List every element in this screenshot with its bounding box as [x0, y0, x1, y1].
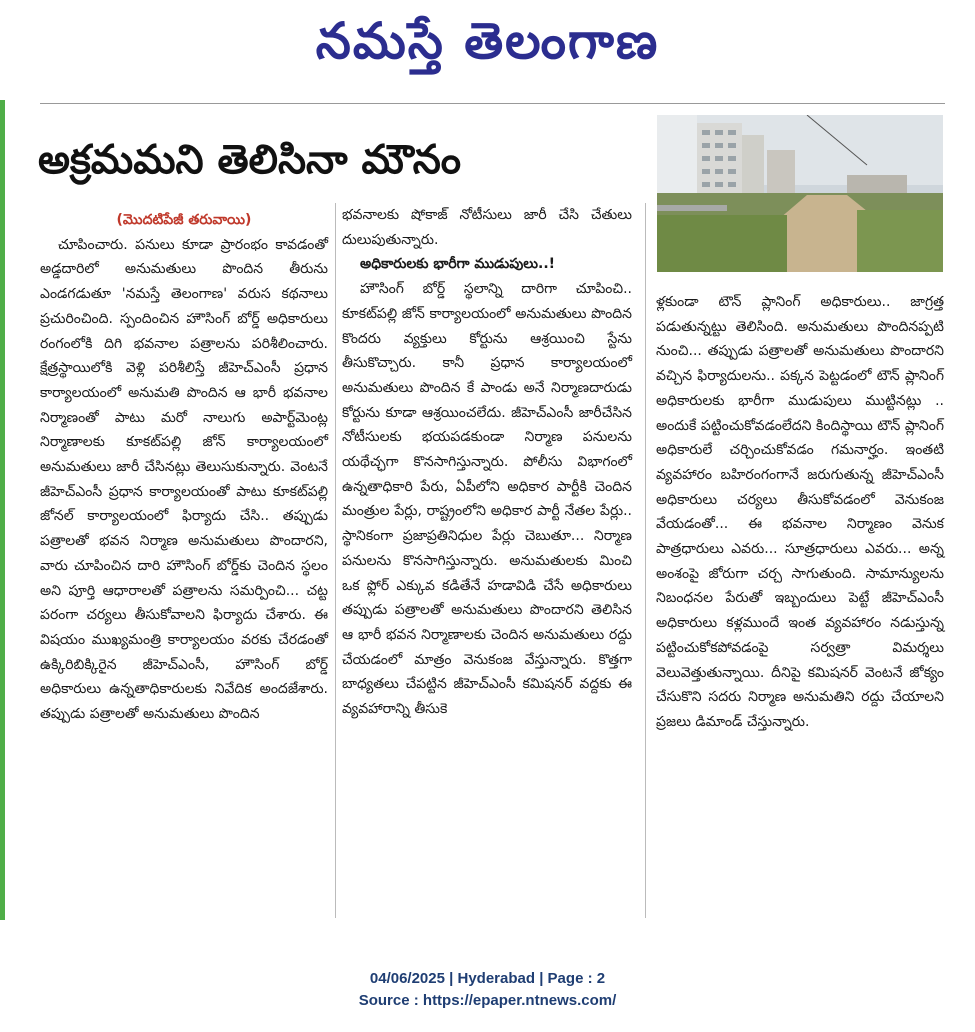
left-accent-rule — [0, 100, 5, 920]
construction-site-photo — [657, 115, 943, 272]
article-column-3 — [656, 290, 944, 920]
page-footer — [0, 968, 975, 1012]
column-3-text: ళ్లకుండా టౌన్ ప్లానింగ్ అధికారులు.. జాగ్రత్త పడుతున్నట్టు తెలిసింది. అనుమతులు పొందినప్పటి నుంచి... తప్పుడు పత్రాలతో అనుమతులు పొందారని వచ్చిన ఫిర్యాదులను.. పక్కన పెట్టడంలో టౌన్ ప్లానింగ్ అధికారులకు భారీగా ముడుపులు ముట్టినట్లు .. అందుకే పట్టించుకోవడంలేదని కిందిస్థాయి టౌన్ ప్లానింగ్ అధికారులే చర్చించుకోవడం గమనార్హం. ఇంతటి వ్యవహారం బహిరంగంగానే జరుగుతున్న జీహెచ్ఎంసీ అధికారులు చర్యలు తీసుకోవడంలో వెనుకంజ వేయడంతో... ఈ భవనాల నిర్మాణం వెనుక పాత్రధారులు ఎవరు... సూత్రధారులు ఎవరు... అన్న అంశంపై జోరుగా చర్చ సాగుతుంది. సామాన్యులను నిబంధనల పేరుతో ఇబ్బందులు పెట్టే జీహెచ్ఎంసీ అధికారులు కళ్లముందే ఇంత వ్యవహారం నడుస్తున్న పట్టించుకోకపోవడంపై సర్వత్రా విమర్శలు వెలువెత్తుతున్నాయి. దీనిపై కమిషనర్ వెంటనే జోక్యం చేసుకొని సదరు నిర్మాణ అనుమతిని రద్దు చేయాలని ప్రజలు డిమాండ్ చేస్తున్నారు. — [656, 294, 944, 730]
column-divider-2 — [645, 203, 646, 918]
column-2-text: హౌసింగ్ బోర్డ్ స్థలాన్ని దారిగా చూపించి.. కూకట్‌పల్లి జోన్ కార్యాలయంలో అనుమతులు పొందిన కొందరు వ్యక్తులు కోర్టును ఆశ్రయించి స్టేను తీసుకొచ్చారు. కానీ ప్రధాన కార్యాలయంలో అనుమతులు పొందిన కే పాండు అనే నిర్మాణదారుడు కోర్టును కూడా ఆశ్రయించలేదు. జీహెచ్ఎంసీ జారీచేసిన నోటీసులకు భయపడకుండా నిర్మాణ పనులను యథేచ్ఛగా కొనసాగిస్తున్నారు. పోలీసు విభాగంలో ఉన్నతాధికారి పేరు, ఏపీలోని అధికార పార్టీకి చెందిన మంత్రుల పేర్లు, రాష్ట్రంలోని అధికార పార్టీ నేతల పేర్లు.. స్థానికంగా ప్రజాప్రతినిధుల పేర్లు చెబుతూ... నిర్మాణ పనులను కొనసాగిస్తున్నారు. అనుమతులకు మించి ఒక ఫ్లోర్ ఎక్కువ కడితేనే హడావిడి చేసే అధికారులు తప్పుడు పత్రాలతో అనుమతులు పొందారని తెలిసిన ఆ భారీ భవన నిర్మాణాలకు చెందిన అనుమతులు రద్దు చేయడంలో మాత్రం వెనుకంజ వేస్తున్నారు. కొత్తగా బాధ్యతలు చేపట్టిన జీహెచ్ఎంసీ కమిషనర్ వద్దకు ఈ వ్యవహారాన్ని తీసుకె — [342, 281, 632, 718]
newspaper-masthead: నమస్తే తెలంగాణ — [315, 12, 660, 70]
article-photo — [657, 115, 943, 272]
column-divider-1 — [335, 203, 336, 918]
edition-info: 04/06/2025 | Hyderabad | Page : 2 — [369, 970, 606, 987]
column-2-intro: భవనాలకు షోకాజ్ నోటీసులు జారీ చేసి చేతులు దులుపుతున్నారు. — [342, 207, 632, 248]
source-link[interactable]: Source : https://epaper.ntnews.com/ — [358, 992, 617, 1009]
article-column-1 — [40, 208, 328, 920]
column-1-text: చూపించారు. పనులు కూడా ప్రారంభం కావడంతో అడ్డదారిలో అనుమతులు పొందిన తీరును ఎండగడుతూ 'నమస్తే తెలంగాణ' వరుస కథనాలు ప్రచురించింది. స్పందించిన హౌసింగ్ బోర్డ్ అధికారులు రంగంలోకి దిగి భవనాల పత్రాలను పరిశీలించారు. క్షేత్రస్థాయిలోకి వెళ్లి పరిశీలిస్తే జీహెచ్ఎంసీ ప్రధాన కార్యాలయంలో అనుమతి పొందిన ఆ భారీ భవనాల నిర్మాణంతో పాటు మరో నాలుగు అపార్ట్‌మెంట్ల నిర్మాణాలకు కూకట్‌పల్లి జోన్ కార్యాలయంలో అనుమతులు జారీ చేసినట్లు తెలుసుకున్నారు. వెంటనే జీహెచ్ఎంసీ ప్రధాన కార్యాలయంతో పాటు కూకట్‌పల్లి జోనల్ కార్యాలయంలో ఫిర్యాదు చేసి.. తప్పుడు పత్రాలతో భవన నిర్మాణ అనుమతులు పొందారని, వారు చూపించిన దారి హౌసింగ్ బోర్డ్‌కు చెందిన స్థలం అని పూర్తి ఆధారాలతో పత్రాలను సమర్పించి... చట్ట పరంగా చర్యలు తీసుకోవాలని ఫిర్యాదు చేశారు. ఈ విషయం ముఖ్యమంత్రి కార్యాలయం వరకు చేరడంతో ఉక్కిరిబిక్కిరైన జీహెచ్ఎంసీ, హౌసింగ్ బోర్డ్ అధికారులు ఉన్నతాధికారులకు నివేదిక అందజేశారు. తప్పుడు పత్రాలతో అనుమతులు పొందిన — [40, 236, 328, 723]
continued-from-front-page: (మొదటిపేజీ తరువాయి) — [116, 212, 252, 228]
top-divider — [40, 103, 945, 104]
article-headline: అక్రమమని తెలిసినా మౌనం — [38, 137, 462, 183]
section-subheading: అధికారులకు భారీగా ముడుపులు..! — [360, 256, 556, 273]
article-column-2 — [342, 203, 632, 920]
